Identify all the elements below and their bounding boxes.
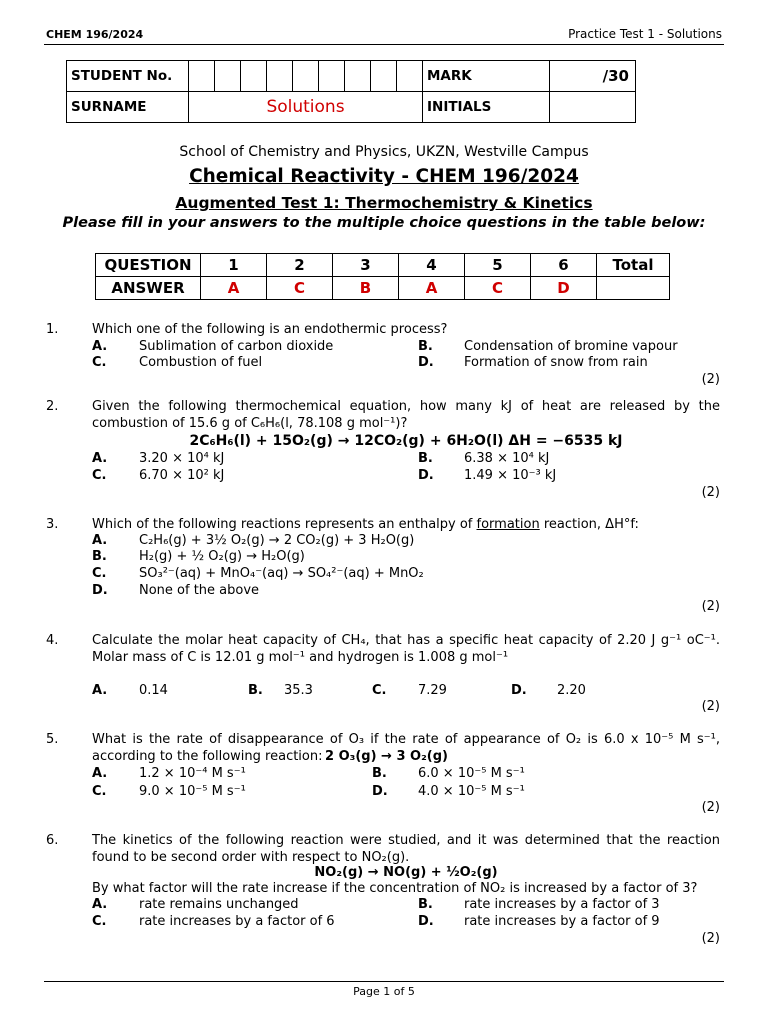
initials-label: INITIALS xyxy=(423,92,550,123)
question-number: 2 xyxy=(267,254,333,277)
option-text: Condensation of bromine vapour xyxy=(464,339,678,354)
header-course: CHEM 196/2024 xyxy=(46,28,144,41)
question-text-underlined: formation xyxy=(476,517,540,532)
answer-table xyxy=(95,253,670,300)
instruction: Please fill in your answers to the multiple choice questions in the table below: xyxy=(62,215,706,231)
header-test-title: Practice Test 1 - Solutions xyxy=(568,27,722,41)
question-text: What is the rate of disappearance of O₃ if the rate of appearance of O₂ is 6.0 x 10⁻⁵ M s⁻¹, according to the following reaction: xyxy=(92,732,720,764)
option-text: C₂H₆(g) + 3½ O₂(g) → 2 CO₂(g) + 3 H₂O(g) xyxy=(139,533,415,548)
option-text: None of the above xyxy=(139,583,260,598)
answer-cell[interactable]: D xyxy=(531,277,597,300)
mark-label: MARK xyxy=(423,61,550,92)
answer-cell[interactable]: B xyxy=(333,277,399,300)
question-marks: (2) xyxy=(701,931,720,946)
student-no-label: STUDENT No. xyxy=(67,61,189,92)
option-label: A. xyxy=(92,533,108,548)
question-number: 5. xyxy=(46,732,59,747)
school-name: School of Chemistry and Physics, UKZN, Westville Campus xyxy=(179,144,589,160)
option-label: B. xyxy=(418,897,433,912)
answer-label: ANSWER xyxy=(96,277,201,300)
option-text: 6.38 × 10⁴ kJ xyxy=(464,451,550,466)
question-number: 4 xyxy=(399,254,465,277)
option-text: rate remains unchanged xyxy=(139,897,299,912)
question-number: 4. xyxy=(46,633,59,648)
question-number: 6. xyxy=(46,833,59,848)
option-label: D. xyxy=(418,468,434,483)
option-text: 6.0 × 10⁻⁵ M s⁻¹ xyxy=(418,766,525,781)
header-rule xyxy=(44,44,724,45)
option-label: A. xyxy=(92,897,108,912)
option-text: 4.0 × 10⁻⁵ M s⁻¹ xyxy=(418,784,525,799)
student-no-box[interactable] xyxy=(241,61,267,92)
question-marks: (2) xyxy=(701,699,720,714)
option-label: D. xyxy=(418,355,434,370)
question-number: 5 xyxy=(465,254,531,277)
option-text: Formation of snow from rain xyxy=(464,355,648,370)
question-number: 3 xyxy=(333,254,399,277)
question-marks: (2) xyxy=(701,800,720,815)
total-label: Total xyxy=(597,254,670,277)
course-title: Chemical Reactivity - CHEM 196/2024 xyxy=(189,166,579,187)
student-no-box[interactable] xyxy=(189,61,215,92)
student-no-box[interactable] xyxy=(215,61,241,92)
question-number: 2. xyxy=(46,399,59,414)
surname-value[interactable]: Solutions xyxy=(189,92,423,123)
option-text: Combustion of fuel xyxy=(139,355,263,370)
answer-cell[interactable]: C xyxy=(465,277,531,300)
student-no-box[interactable] xyxy=(397,61,423,92)
question-text-part: reaction, ΔH°f: xyxy=(539,517,639,532)
total-cell[interactable] xyxy=(597,277,670,300)
question-label: QUESTION xyxy=(96,254,201,277)
option-label: C. xyxy=(92,355,107,370)
student-no-box[interactable] xyxy=(319,61,345,92)
question-text xyxy=(92,517,720,534)
option-text: SO₃²⁻(aq) + MnO₄⁻(aq) → SO₄²⁻(aq) + MnO₂ xyxy=(139,566,424,581)
question-text-part: Which of the following reactions represents an enthalpy of xyxy=(92,517,477,532)
option-text: 1.49 × 10⁻³ kJ xyxy=(464,468,557,483)
option-label: B. xyxy=(418,339,433,354)
student-no-box[interactable] xyxy=(267,61,293,92)
option-label: A. xyxy=(92,683,108,698)
question-text: Given the following thermochemical equation, how many kJ of heat are released by the combustion of 15.6 g of C₆H₆(l, 78.108 g mol⁻¹)? xyxy=(92,399,720,431)
option-text: H₂(g) + ½ O₂(g) → H₂O(g) xyxy=(139,549,305,564)
reaction-equation: 2 O₃(g) → 3 O₂(g) xyxy=(325,749,448,764)
option-label: D. xyxy=(92,583,108,598)
question-text: Calculate the molar heat capacity of CH₄, that has a specific heat capacity of 2.20 J g⁻¹ oC⁻¹. Molar mass of C is 12.01 g mol⁻¹ and hydrogen is 1.008 g mol⁻¹ xyxy=(92,633,720,665)
option-text: rate increases by a factor of 3 xyxy=(464,897,660,912)
option-label: B. xyxy=(418,451,433,466)
option-text: 7.29 xyxy=(418,683,447,698)
student-info-table xyxy=(66,60,636,123)
option-label: D. xyxy=(511,683,527,698)
option-label: C. xyxy=(92,784,107,799)
option-text: 35.3 xyxy=(284,683,313,698)
question-marks: (2) xyxy=(701,372,720,387)
option-label: A. xyxy=(92,766,108,781)
answer-cell[interactable]: A xyxy=(201,277,267,300)
option-text: 6.70 × 10² kJ xyxy=(139,468,225,483)
option-label: B. xyxy=(372,766,387,781)
footer-rule xyxy=(44,981,724,982)
option-text: Sublimation of carbon dioxide xyxy=(139,339,334,354)
answer-cell[interactable]: C xyxy=(267,277,333,300)
option-label: D. xyxy=(418,914,434,929)
surname-label: SURNAME xyxy=(67,92,189,123)
answer-cell[interactable]: A xyxy=(399,277,465,300)
option-text: 1.2 × 10⁻⁴ M s⁻¹ xyxy=(139,766,246,781)
question-text: The kinetics of the following reaction were studied, and it was determined that the reaction found to be second order with respect to NO₂(g). xyxy=(92,833,720,865)
option-label: C. xyxy=(92,468,107,483)
question-text: Which one of the following is an endothermic process? xyxy=(92,322,448,337)
initials-value[interactable] xyxy=(550,92,636,123)
reaction-equation: NO₂(g) → NO(g) + ½O₂(g) xyxy=(314,865,498,880)
option-label: C. xyxy=(92,566,107,581)
question-text-followup: By what factor will the rate increase if the concentration of NO₂ is increased by a factor of 3? xyxy=(92,881,698,896)
question-marks: (2) xyxy=(701,599,720,614)
question-number: 1. xyxy=(46,322,59,337)
option-label: A. xyxy=(92,339,108,354)
mark-value[interactable]: /30 xyxy=(550,61,636,92)
option-text: 0.14 xyxy=(139,683,168,698)
option-label: B. xyxy=(248,683,263,698)
option-text: 9.0 × 10⁻⁵ M s⁻¹ xyxy=(139,784,246,799)
student-no-box[interactable] xyxy=(345,61,371,92)
option-label: D. xyxy=(372,784,388,799)
option-text: rate increases by a factor of 9 xyxy=(464,914,660,929)
option-label: C. xyxy=(92,914,107,929)
option-label: A. xyxy=(92,451,108,466)
page-number: Page 1 of 5 xyxy=(353,985,415,998)
option-text: rate increases by a factor of 6 xyxy=(139,914,335,929)
question-marks: (2) xyxy=(701,485,720,500)
option-text: 3.20 × 10⁴ kJ xyxy=(139,451,225,466)
option-text: 2.20 xyxy=(557,683,586,698)
thermochemical-equation: 2C₆H₆(l) + 15O₂(g) → 12CO₂(g) + 6H₂O(l) ΔH = −6535 kJ xyxy=(189,433,623,449)
question-number: 1 xyxy=(201,254,267,277)
student-no-box[interactable] xyxy=(371,61,397,92)
option-label: B. xyxy=(92,549,107,564)
option-label: C. xyxy=(372,683,387,698)
question-number: 6 xyxy=(531,254,597,277)
student-no-box[interactable] xyxy=(293,61,319,92)
test-title: Augmented Test 1: Thermochemistry & Kinetics xyxy=(175,194,593,212)
question-number: 3. xyxy=(46,517,59,532)
